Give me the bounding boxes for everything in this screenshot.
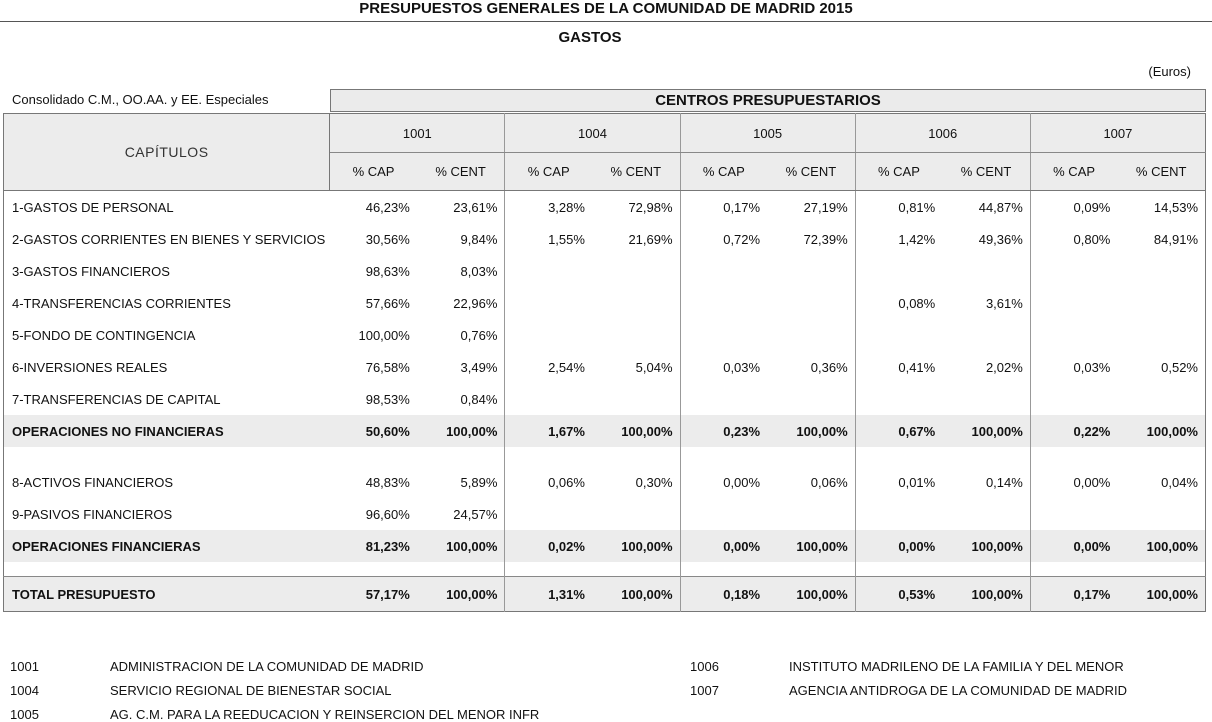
pct-cap-header: % CAP xyxy=(1030,153,1117,191)
pct-cap-cell: 1,55% xyxy=(505,223,592,255)
pct-cent-cell: 24,57% xyxy=(453,506,498,522)
legend-name: AG. C.M. PARA LA REEDUCACION Y REINSERCION DEL MENOR INFR xyxy=(110,707,540,722)
legend-code: 1004 xyxy=(10,683,39,698)
pct-cent-cell: 27,19% xyxy=(803,199,848,215)
pct-cent-cell: 0,76% xyxy=(460,327,498,343)
pct-cap-cell: 0,67% xyxy=(855,415,942,447)
pct-cap-cell xyxy=(1030,255,1117,287)
budget-table xyxy=(3,113,1206,612)
pct-cent-cell: 22,96% xyxy=(453,295,498,311)
pct-cap-cell: 0,08% xyxy=(855,287,942,319)
pct-cent-header: % CENT xyxy=(592,153,680,191)
pct-cent-cell: 14,53% xyxy=(1153,199,1198,215)
pct-cap-cell: 0,03% xyxy=(680,351,767,383)
pct-cent-header: % CENT xyxy=(767,153,855,191)
pct-cap-cell: 100,00% xyxy=(358,327,410,343)
pct-cent-cell xyxy=(767,383,855,415)
pct-cent-cell xyxy=(942,319,1030,351)
pct-cent-cell xyxy=(942,255,1030,287)
center-header-1001: 1001 xyxy=(330,114,505,153)
pct-cap-cell: 2,54% xyxy=(505,351,592,383)
row-label: 8-ACTIVOS FINANCIEROS xyxy=(12,474,174,490)
table-row xyxy=(4,287,1206,319)
pct-cap-cell: 46,23% xyxy=(365,199,410,215)
spacer-row xyxy=(4,562,1206,577)
pct-cent-cell xyxy=(767,287,855,319)
pct-cent-cell xyxy=(767,498,855,530)
pct-cap-cell xyxy=(505,255,592,287)
pct-cap-header: % CAP xyxy=(680,153,767,191)
table-row xyxy=(4,319,1206,351)
pct-cent-cell: 100,00% xyxy=(1117,577,1205,612)
pct-cap-cell xyxy=(505,287,592,319)
units-label: (Euros) xyxy=(1148,64,1191,79)
pct-cap-cell: 0,00% xyxy=(1030,530,1117,562)
pct-cap-cell: 0,17% xyxy=(1030,577,1117,612)
legend-name: SERVICIO REGIONAL DE BIENESTAR SOCIAL xyxy=(110,683,392,698)
legend-name: INSTITUTO MADRILENO DE LA FAMILIA Y DEL MENOR xyxy=(789,659,1124,674)
pct-cent-cell: 100,00% xyxy=(1117,530,1205,562)
pct-cap-cell: 81,23% xyxy=(330,530,417,562)
pct-cap-cell: 0,18% xyxy=(680,577,767,612)
pct-cap-cell xyxy=(855,383,942,415)
pct-cent-cell: 84,91% xyxy=(1153,231,1198,247)
row-label: 7-TRANSFERENCIAS DE CAPITAL xyxy=(12,391,221,407)
pct-cent-cell: 100,00% xyxy=(592,577,680,612)
pct-cap-cell xyxy=(680,383,767,415)
pct-cap-cell: 3,28% xyxy=(505,191,592,224)
row-label: OPERACIONES FINANCIERAS xyxy=(4,530,330,562)
center-header-1006: 1006 xyxy=(855,114,1030,153)
pct-cent-cell: 72,98% xyxy=(628,199,673,215)
table-row xyxy=(4,223,1206,255)
pct-cap-cell: 48,83% xyxy=(365,474,410,490)
report-title: PRESUPUESTOS GENERALES DE LA COMUNIDAD DE MADRID 2015 xyxy=(359,0,853,17)
pct-cap-header: % CAP xyxy=(330,153,417,191)
pct-cent-cell: 23,61% xyxy=(453,199,498,215)
pct-cent-cell xyxy=(767,255,855,287)
row-label: 3-GASTOS FINANCIEROS xyxy=(12,263,170,279)
row-label: TOTAL PRESUPUESTO xyxy=(4,577,330,612)
pct-cap-cell: 50,60% xyxy=(330,415,417,447)
legend-code: 1006 xyxy=(690,659,719,674)
pct-cent-cell: 0,06% xyxy=(810,474,848,490)
pct-cent-cell: 72,39% xyxy=(803,231,848,247)
row-label: 4-TRANSFERENCIAS CORRIENTES xyxy=(12,295,231,311)
pct-cap-cell xyxy=(855,319,942,351)
pct-cent-cell xyxy=(1117,255,1205,287)
center-header-1007: 1007 xyxy=(1030,114,1205,153)
pct-cent-cell xyxy=(592,319,680,351)
pct-cap-cell: 0,06% xyxy=(505,466,592,498)
pct-cent-cell: 100,00% xyxy=(942,415,1030,447)
legend-name: AGENCIA ANTIDROGA DE LA COMUNIDAD DE MADRID xyxy=(789,683,1128,698)
report-subtitle: GASTOS xyxy=(558,29,622,46)
pct-cent-cell xyxy=(1117,498,1205,530)
row-label: 2-GASTOS CORRIENTES EN BIENES Y SERVICIOS xyxy=(12,231,326,247)
pct-cent-cell xyxy=(1117,319,1205,351)
pct-cap-cell: 0,00% xyxy=(680,466,767,498)
pct-cent-cell: 0,84% xyxy=(460,391,498,407)
pct-cent-cell: 100,00% xyxy=(767,577,855,612)
pct-cent-cell: 0,14% xyxy=(985,474,1023,490)
pct-cent-cell: 0,52% xyxy=(1161,359,1198,375)
pct-cap-cell: 0,00% xyxy=(855,530,942,562)
legend-code: 1005 xyxy=(10,707,39,722)
pct-cent-cell: 100,00% xyxy=(417,577,505,612)
total-row xyxy=(4,577,1206,612)
row-label: 5-FONDO DE CONTINGENCIA xyxy=(12,327,196,343)
row-label: 1-GASTOS DE PERSONAL xyxy=(12,199,174,215)
pct-cent-cell: 0,36% xyxy=(810,359,848,375)
pct-cent-cell: 100,00% xyxy=(417,415,505,447)
pct-cent-cell: 100,00% xyxy=(417,530,505,562)
pct-cap-cell xyxy=(505,383,592,415)
pct-cap-cell: 0,09% xyxy=(1030,191,1117,224)
pct-cent-cell xyxy=(1117,287,1205,319)
pct-cap-cell xyxy=(855,498,942,530)
capitulos-header: CAPÍTULOS xyxy=(4,114,330,191)
pct-cent-header: % CENT xyxy=(942,153,1030,191)
pct-cap-cell xyxy=(1030,383,1117,415)
pct-cap-cell xyxy=(1030,319,1117,351)
center-header-1005: 1005 xyxy=(680,114,855,153)
pct-cap-cell: 30,56% xyxy=(365,231,410,247)
row-label: OPERACIONES NO FINANCIERAS xyxy=(4,415,330,447)
pct-cent-cell xyxy=(592,498,680,530)
pct-cent-cell xyxy=(592,287,680,319)
pct-cent-cell: 49,36% xyxy=(978,231,1023,247)
pct-cent-cell: 2,02% xyxy=(985,359,1023,375)
pct-cap-cell xyxy=(680,287,767,319)
pct-cent-cell xyxy=(767,319,855,351)
subtotal-row-no-financieras xyxy=(4,415,1206,447)
pct-cap-cell: 76,58% xyxy=(365,359,410,375)
pct-cap-cell: 0,00% xyxy=(1030,466,1117,498)
pct-cent-cell: 8,03% xyxy=(460,263,498,279)
table-row xyxy=(4,498,1206,530)
pct-cent-cell xyxy=(592,255,680,287)
legend-name: ADMINISTRACION DE LA COMUNIDAD DE MADRID xyxy=(110,659,424,674)
table-row xyxy=(4,383,1206,415)
pct-cap-cell xyxy=(1030,498,1117,530)
pct-cent-cell xyxy=(592,383,680,415)
pct-cap-cell xyxy=(855,255,942,287)
pct-cap-cell: 0,72% xyxy=(680,223,767,255)
legend-code: 1001 xyxy=(10,659,39,674)
pct-cap-cell: 1,67% xyxy=(505,415,592,447)
pct-cent-cell: 100,00% xyxy=(592,415,680,447)
pct-cap-cell: 0,22% xyxy=(1030,415,1117,447)
title-divider xyxy=(0,21,1212,22)
pct-cent-cell: 0,04% xyxy=(1161,474,1198,490)
pct-cap-cell: 1,31% xyxy=(505,577,592,612)
pct-cap-cell xyxy=(680,498,767,530)
pct-cap-cell: 0,03% xyxy=(1030,351,1117,383)
pct-cent-cell xyxy=(1117,383,1205,415)
subtotal-row-financieras xyxy=(4,530,1206,562)
pct-cap-cell xyxy=(1030,287,1117,319)
pct-cap-cell: 0,00% xyxy=(680,530,767,562)
pct-cap-cell: 0,81% xyxy=(855,191,942,224)
pct-cap-cell: 98,53% xyxy=(365,391,410,407)
pct-cap-cell xyxy=(505,498,592,530)
pct-cent-cell: 100,00% xyxy=(592,530,680,562)
pct-cap-header: % CAP xyxy=(505,153,592,191)
row-label: 9-PASIVOS FINANCIEROS xyxy=(12,506,173,522)
pct-cent-cell: 0,30% xyxy=(635,474,673,490)
pct-cent-header: % CENT xyxy=(1117,153,1205,191)
pct-cent-cell: 100,00% xyxy=(767,530,855,562)
table-row xyxy=(4,466,1206,498)
pct-cap-header: % CAP xyxy=(855,153,942,191)
table-row xyxy=(4,351,1206,383)
pct-cap-cell xyxy=(505,319,592,351)
pct-cap-cell: 57,66% xyxy=(365,295,410,311)
pct-cent-cell: 44,87% xyxy=(978,199,1023,215)
pct-cap-cell: 57,17% xyxy=(330,577,417,612)
pct-cap-cell: 0,01% xyxy=(855,466,942,498)
table-row xyxy=(4,255,1206,287)
pct-cap-cell: 96,60% xyxy=(365,506,410,522)
pct-cap-cell: 0,53% xyxy=(855,577,942,612)
pct-cap-cell: 0,41% xyxy=(855,351,942,383)
pct-cent-cell: 21,69% xyxy=(628,231,673,247)
pct-cent-cell xyxy=(942,498,1030,530)
pct-cent-cell: 5,89% xyxy=(460,474,498,490)
pct-cap-cell: 0,80% xyxy=(1030,223,1117,255)
pct-cap-cell: 0,23% xyxy=(680,415,767,447)
pct-cap-cell xyxy=(680,319,767,351)
pct-cap-cell: 98,63% xyxy=(365,263,410,279)
center-header-1004: 1004 xyxy=(505,114,680,153)
pct-cent-cell: 3,49% xyxy=(460,359,498,375)
pct-cap-cell xyxy=(680,255,767,287)
pct-cap-cell: 0,17% xyxy=(680,191,767,224)
pct-cent-cell: 9,84% xyxy=(460,231,498,247)
scope-label: Consolidado C.M., OO.AA. y EE. Especiales xyxy=(12,92,269,107)
pct-cent-cell: 5,04% xyxy=(635,359,673,375)
centros-header: CENTROS PRESUPUESTARIOS xyxy=(330,89,1206,112)
pct-cap-cell: 0,02% xyxy=(505,530,592,562)
pct-cent-cell: 3,61% xyxy=(985,295,1023,311)
pct-cap-cell: 1,42% xyxy=(855,223,942,255)
pct-cent-cell xyxy=(942,383,1030,415)
pct-cent-cell: 100,00% xyxy=(942,577,1030,612)
legend-code: 1007 xyxy=(690,683,719,698)
pct-cent-header: % CENT xyxy=(417,153,505,191)
pct-cent-cell: 100,00% xyxy=(1117,415,1205,447)
pct-cent-cell: 100,00% xyxy=(942,530,1030,562)
table-row xyxy=(4,191,1206,224)
row-label: 6-INVERSIONES REALES xyxy=(12,359,168,375)
spacer-row xyxy=(4,447,1206,466)
pct-cent-cell: 100,00% xyxy=(767,415,855,447)
